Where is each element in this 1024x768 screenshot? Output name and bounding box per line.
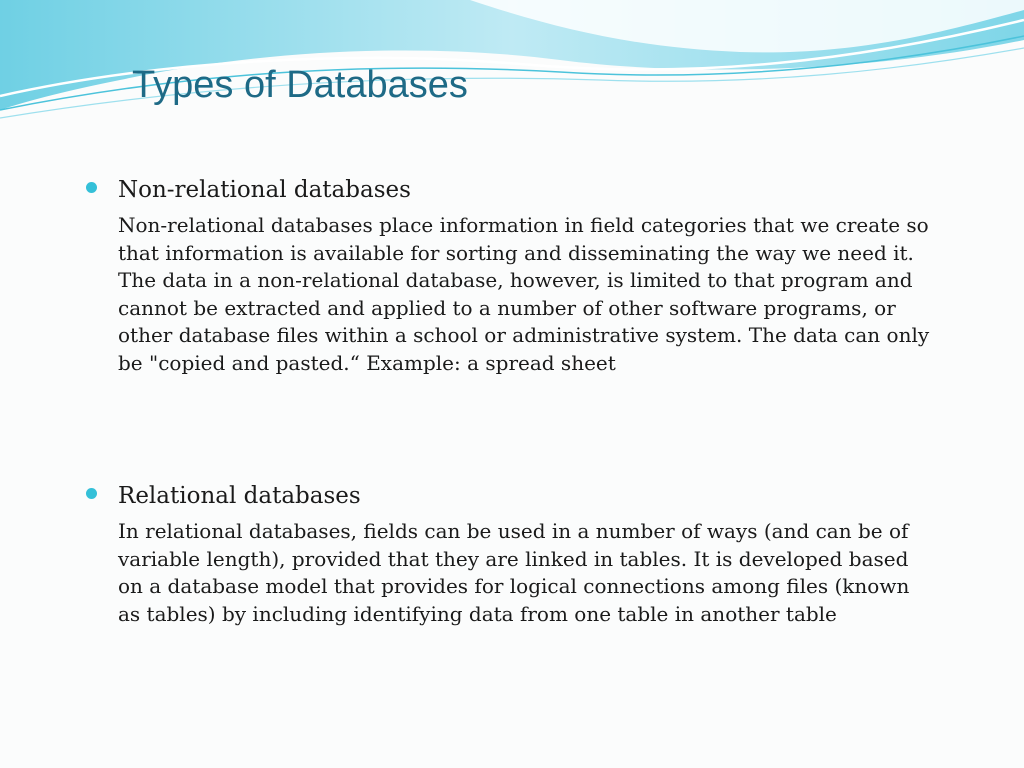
bullet-heading: Non-relational databases [118, 177, 411, 203]
bullet-item-non-relational [86, 172, 936, 378]
bullet-body-text: In relational databases, fields can be used in a number of ways (and can be of variable length), provided that they are linked in tables. It is developed based on a database model that provides for logical connections among files (known as tables) by including identifying data from one table in another table [118, 519, 910, 626]
bullet-item-relational [86, 478, 936, 628]
bullet-header-row [86, 478, 936, 514]
slide-title: Types of Databases [132, 64, 468, 106]
bullet-dot-icon [86, 488, 97, 499]
bullet-dot-icon [86, 182, 97, 193]
bullet-heading: Relational databases [118, 483, 361, 509]
bullet-body-text: Non-relational databases place information in field categories that we create so that information is available for sorting and disseminating the way we need it. The data in a non-relational database, however, is limited to that program and cannot be extracted and applied to a number of other software programs, or other database files within a school or administrative system. The data can only be "copied and pasted.“ Example: a spread sheet [118, 213, 930, 375]
bullet-header-row [86, 172, 936, 208]
